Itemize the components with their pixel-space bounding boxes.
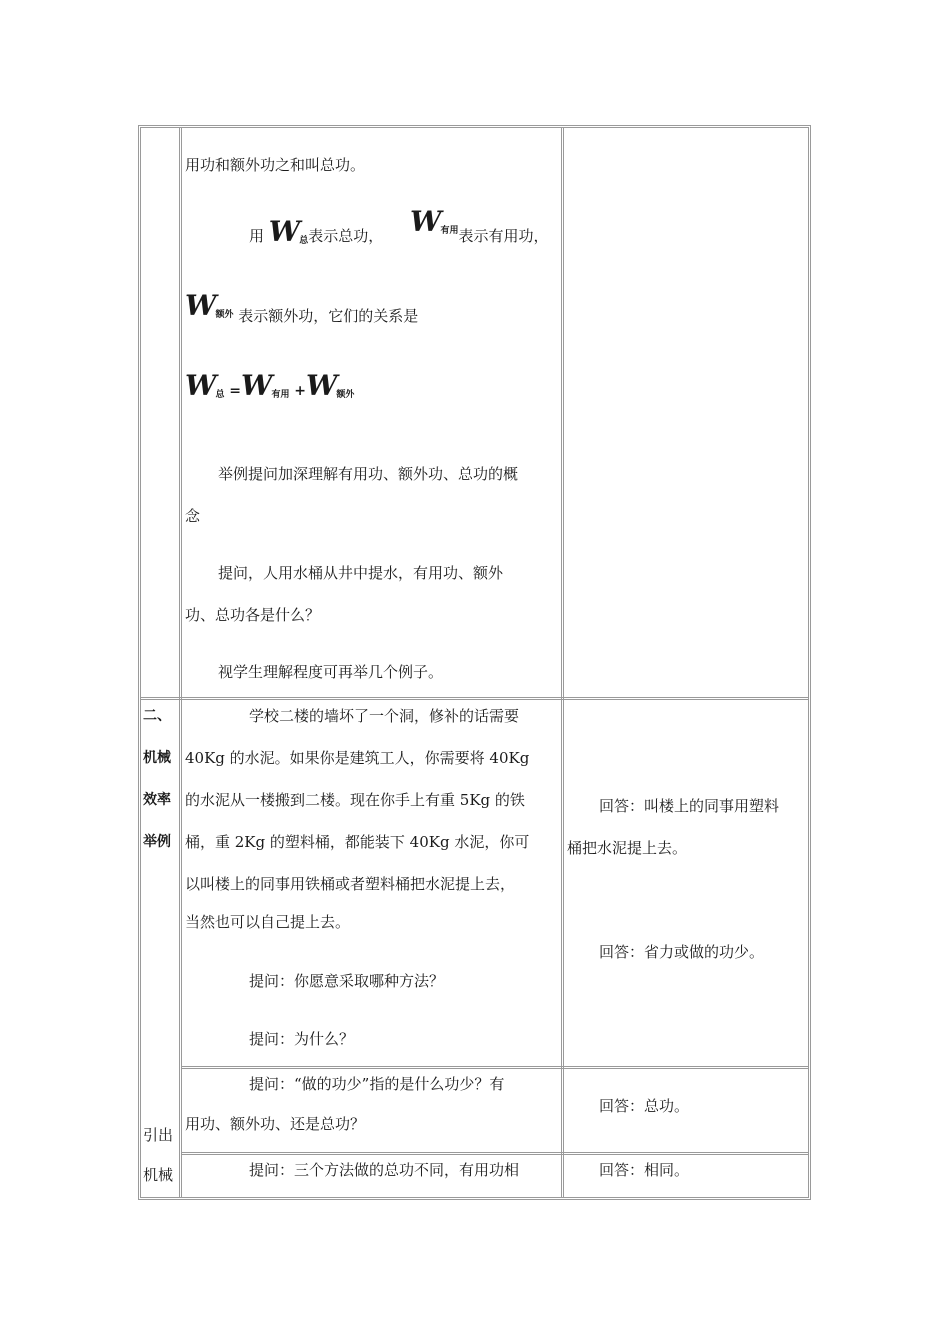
- subscript-total: 总: [299, 236, 309, 246]
- column-divider-right: [561, 127, 564, 1198]
- w-extra-symbol: W: [185, 289, 216, 322]
- answer-text: 回答：省力或做的功少。: [599, 943, 765, 961]
- formula-definitions: [249, 215, 384, 251]
- question-text: 提问：为什么？: [249, 1030, 355, 1048]
- column-divider-left: [179, 127, 182, 1198]
- row-divider-3: [182, 1152, 809, 1155]
- text-use: 用: [249, 227, 265, 245]
- subscript-useful: 有用: [440, 226, 459, 236]
- text-line: 桶，重 2Kg 的塑料桶，都能装下 40Kg 水泥，你可: [185, 833, 530, 851]
- text-line: 念: [185, 507, 201, 525]
- formula-extra: [185, 289, 419, 325]
- subscript-extra: 额外: [215, 310, 234, 320]
- question-text: 提问：你愿意采取哪种方法？: [249, 972, 445, 990]
- section-label: 二、: [143, 708, 171, 724]
- text-line: 学校二楼的墙坏了一个洞，修补的话需要: [249, 707, 520, 725]
- text-line: 40Kg 的水泥。如果你是建筑工人，你需要将 40Kg: [185, 749, 530, 767]
- subscript-useful: 有用: [271, 390, 290, 400]
- equals-sign: =: [229, 383, 241, 399]
- answer-text: 桶把水泥提上去。: [567, 839, 688, 857]
- text-total-desc: 表示总功，: [308, 227, 384, 245]
- text-line: 提问，人用水桶从井中提水，有用功、额外: [218, 564, 504, 582]
- text-line: 功、总功各是什么？: [185, 606, 321, 624]
- answer-text: 回答：叫楼上的同事用塑料: [599, 797, 780, 815]
- w-total-symbol: W: [268, 215, 300, 248]
- subscript-extra: 额外: [336, 390, 355, 400]
- question-text: 用功、额外功、还是总功？: [185, 1115, 366, 1133]
- formula-useful: [410, 205, 549, 245]
- text-extra-desc: 表示额外功，它们的关系是: [238, 307, 419, 325]
- section-label: 机械: [143, 1166, 174, 1184]
- text-line: 的水泥从一楼搬到二楼。现在你手上有重 5Kg 的铁: [185, 791, 525, 809]
- text-useful-desc: 表示有用功，: [458, 227, 549, 245]
- answer-text: 回答：总功。: [599, 1097, 690, 1115]
- w-useful-symbol: W: [240, 369, 272, 402]
- plus-sign: +: [294, 383, 306, 399]
- answer-text: 回答：相同。: [599, 1161, 690, 1179]
- efficiency-equation: [185, 369, 355, 405]
- section-label: 引出: [143, 1126, 174, 1144]
- w-extra-symbol: W: [305, 369, 337, 402]
- text-line: 视学生理解程度可再举几个例子。: [218, 663, 444, 681]
- text-line: 当然也可以自己提上去。: [185, 913, 351, 931]
- question-text: 提问：“做的功少”指的是什么功少？有: [249, 1075, 505, 1093]
- text-line: 举例提问加深理解有用功、额外功、总功的概: [218, 465, 519, 483]
- row-divider-1: [140, 697, 809, 700]
- w-total-symbol: W: [185, 369, 216, 402]
- text-line: 以叫楼上的同事用铁桶或者塑料桶把水泥提上去，: [185, 875, 516, 893]
- section-label: 举例: [143, 834, 171, 850]
- text-line: 用功和额外功之和叫总功。: [185, 156, 366, 174]
- section-label: 效率: [143, 792, 171, 808]
- row-divider-2: [182, 1066, 809, 1069]
- subscript-total: 总: [215, 390, 225, 400]
- question-text: 提问：三个方法做的总功不同，有用功相: [249, 1161, 520, 1179]
- w-useful-symbol: W: [410, 205, 441, 238]
- section-label: 机械: [143, 750, 171, 766]
